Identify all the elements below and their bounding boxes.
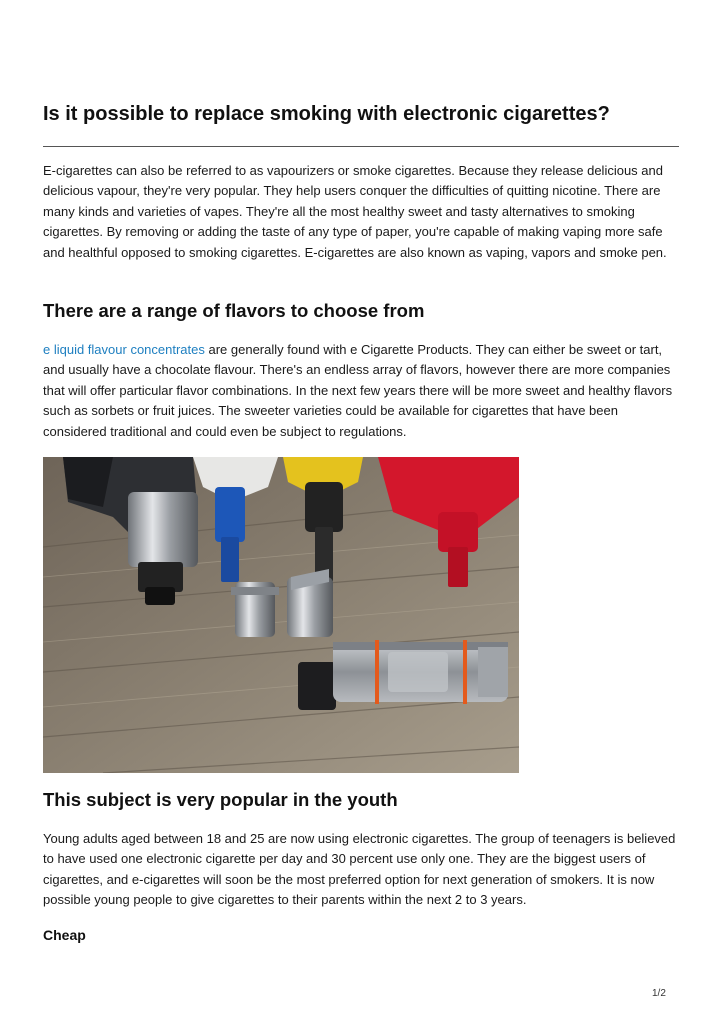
youth-paragraph: Young adults aged between 18 and 25 are now using electronic cigarettes. The group of teenagers is believed to have used one electronic cigarette per day and 30 percent use only one. They are the biggest users of cigarettes, and e-cigarettes will soon be the most preferred option for next generation of smokers. It is now possible young people to give cigarettes to their parents within the next 2 to 3 years.	[43, 831, 676, 908]
section-heading-youth: This subject is very popular in the youth	[43, 789, 398, 810]
flavour-concentrates-link[interactable]: e liquid flavour concentrates	[43, 342, 205, 357]
section-heading-cheap: Cheap	[43, 927, 86, 943]
intro-paragraph: E-cigarettes can also be referred to as vapourizers or smoke cigarettes. Because they release delicious and delicious vapour, they're very popular. They help users conquer the difficulties of quitting nicotine. There are many kinds and varieties of vapes. They're all the most healthy sweet and tasty alternatives to smoking cigarettes. By removing or adding the taste of any type of paper, you're capable of making vaping more safe and healthful opposed to smoking cigarettes. E-cigarettes are also known as vaping, vapors and smoke pen.	[43, 163, 667, 260]
flavors-paragraph	[43, 340, 679, 442]
article-title: Is it possible to replace smoking with electronic cigarettes?	[43, 103, 610, 125]
vape-products-photo	[43, 457, 519, 773]
title-divider	[43, 146, 679, 147]
section-heading-flavors: There are a range of flavors to choose from	[43, 300, 425, 321]
flavors-paragraph-text: are generally found with e Cigarette Products. They can either be sweet or tart, and usually have a chocolate flavour. There's an endless array of flavors, however there are more companies that will offer particular flavor combinations. In the next few years there will be more sweet and healthy flavors such as sorbets or fruit juices. The sweeter varieties could be available for cigarettes that have been considered traditional and could even be subject to regulations.	[43, 342, 673, 439]
page-number: 1/2	[652, 988, 666, 999]
